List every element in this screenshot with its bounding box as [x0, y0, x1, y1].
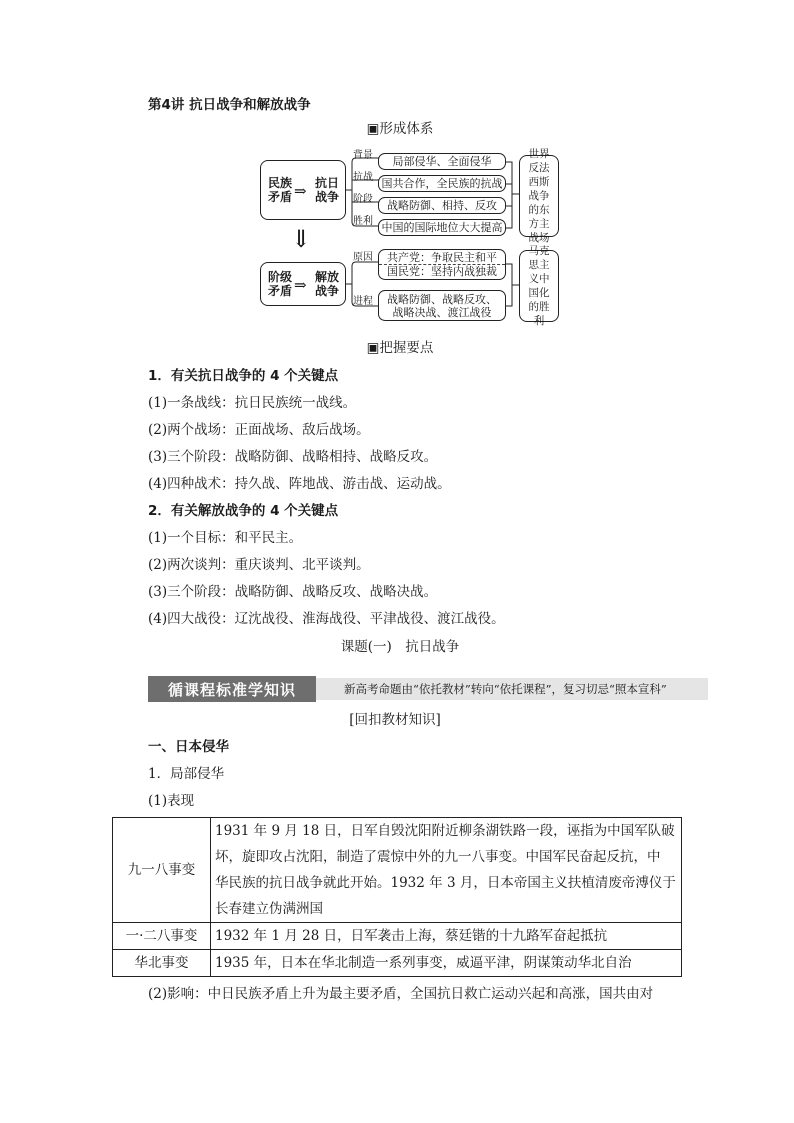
- topic-title: 课题(一) 抗日战争: [340, 639, 460, 655]
- top-item-1: 局部侵华、全面侵华: [378, 153, 506, 170]
- banner-label: 循课程标准学知识: [148, 676, 316, 702]
- arrow-right-icon: ⇒: [294, 182, 307, 200]
- arrow-down-icon: ⇓: [291, 225, 312, 253]
- event-name: 华北事变: [113, 950, 211, 977]
- heading-japan-invasion: 一、日本侵华: [148, 739, 229, 755]
- keypoints-1-title: 1．有关抗日战争的 4 个关键点: [148, 368, 339, 384]
- heading-manifestation: (1)表现: [148, 793, 195, 809]
- label-stage: 阶段: [353, 194, 373, 205]
- top-item-4: 中国的国际地位大大提高: [378, 219, 506, 236]
- label-victory: 胜利: [353, 216, 373, 227]
- label-background: 背景: [353, 150, 373, 161]
- table-row: [113, 818, 682, 923]
- label-process: 进程: [353, 296, 373, 307]
- label-cause: 原因: [353, 252, 373, 263]
- table-row: [113, 923, 682, 950]
- section-heading-system: ▣形成体系: [366, 121, 434, 137]
- keypoint-item: (4)四大战役：辽沈战役、淮海战役、平津战役、渡江战役。: [148, 611, 505, 627]
- keypoint-item: (4)四种战术：持久战、阵地战、游击战、运动战。: [148, 476, 451, 492]
- event-description: 1932 年 1 月 28 日，日军袭击上海，蔡廷锴的十九路军奋起抵抗: [211, 923, 682, 950]
- label-resistance: 抗战: [353, 172, 373, 183]
- anti-japanese-war: 抗日 战争: [314, 176, 339, 204]
- event-name: 一·二八事变: [113, 923, 211, 950]
- event-name: 九一八事变: [113, 818, 211, 923]
- liberation-war: 解放 战争: [314, 270, 339, 298]
- table-row: [113, 950, 682, 977]
- bottom-process-box: 战略防御、战略反攻、 战略决战、渡江战役: [378, 290, 506, 321]
- bottom-result: 马克思主义中国化的胜利: [519, 250, 559, 322]
- banner-note: 新高考命题由“依托教材”转向“依托课程”，复习切忌“照本宣科”: [316, 678, 708, 700]
- keypoint-item: (1)一个目标：和平民主。: [148, 530, 303, 546]
- keypoint-item: (3)三个阶段：战略防御、战略相持、战略反攻。: [148, 449, 438, 465]
- heading-partial-invasion: 1．局部侵华: [148, 766, 225, 782]
- section-heading-keypoints: ▣把握要点: [366, 340, 434, 356]
- top-item-3: 战略防御、相持、反攻: [378, 197, 506, 214]
- keypoint-item: (1)一条战线：抗日民族统一战线。: [148, 395, 357, 411]
- event-description: 1931 年 9 月 18 日，日军自毁沈阳附近柳条湖铁路一段，诬指为中国军队破 坏，旋即攻占沈阳，制造了震惊中外的九一八事变。中国军民奋起反抗，中 华民族的抗日战争就此开始。1932 年 3 月，日本帝国主义扶植清废帝溥仪于 长春建立伪满洲国: [211, 818, 682, 923]
- bottom-cause-box: 共产党：争取民主和平 国民党：坚持内战独裁: [378, 249, 506, 280]
- arrow-right-icon: ⇒: [294, 276, 307, 294]
- keypoint-item: (2)两个战场：正面战场、敌后战场。: [148, 422, 370, 438]
- event-description: 1935 年，日本在华北制造一系列事变，威逼平津，阴谋策动华北自治: [211, 950, 682, 977]
- influence-paragraph: (2)影响：中日民族矛盾上升为最主要矛盾，全国抗日救亡运动兴起和高涨，国共由对: [148, 986, 654, 1002]
- events-table: [112, 817, 682, 977]
- review-subheading: [回扣教材知识]: [349, 712, 441, 728]
- keypoint-item: (2)两次谈判：重庆谈判、北平谈判。: [148, 557, 370, 573]
- lecture-title: 第4讲 抗日战争和解放战争: [148, 97, 311, 113]
- keypoints-2-title: 2．有关解放战争的 4 个关键点: [148, 503, 339, 519]
- keypoint-item: (3)三个阶段：战略防御、战略反攻、战略决战。: [148, 584, 438, 600]
- top-result: 世界反法西斯战争的东方主战场: [519, 155, 559, 237]
- national-contradiction: 民族 矛盾: [267, 176, 292, 204]
- top-item-2: 国共合作，全民族的抗战: [378, 175, 506, 192]
- class-contradiction: 阶级 矛盾: [267, 270, 292, 298]
